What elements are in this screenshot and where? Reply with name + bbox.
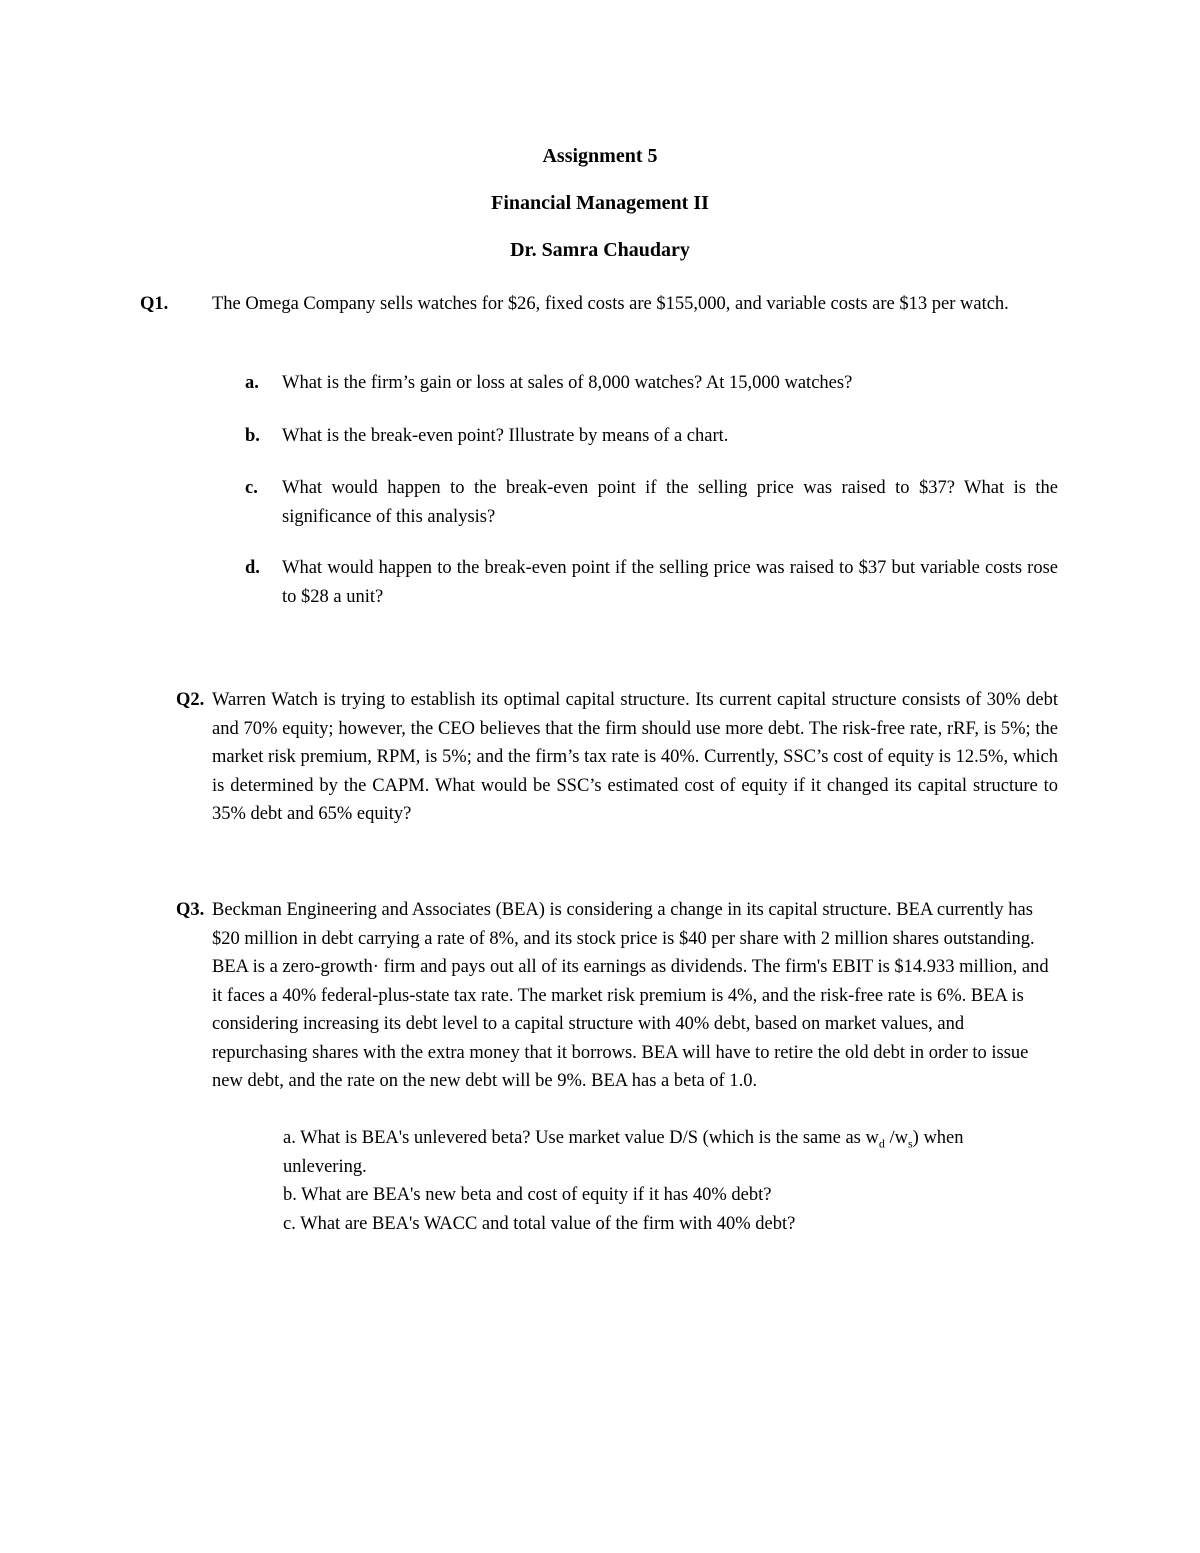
- item-d-text: What would happen to the break-even point if the selling price was raised to $37 but variable costs rose to $28 a unit?: [282, 558, 1058, 607]
- item-a-text: What is the firm’s gain or loss at sales of 8,000 watches? At 15,000 watches?: [282, 373, 853, 393]
- sub-a-text-mid: /w: [884, 1128, 908, 1148]
- question-1-label: Q1.: [140, 294, 169, 314]
- question-2-label: Q2.: [176, 690, 205, 710]
- question-3-sub-a: [283, 1124, 1043, 1181]
- question-1: [140, 290, 1058, 319]
- item-b-letter: b.: [245, 426, 260, 446]
- question-3-sub-c: c. What are BEA's WACC and total value of the firm with 40% debt?: [283, 1214, 796, 1234]
- sub-a-text-start: a. What is BEA's unlevered beta? Use market value D/S (which is the same as w: [283, 1128, 879, 1148]
- item-a-letter: a.: [245, 373, 259, 393]
- item-c-text: What would happen to the break-even point if the selling price was raised to $37? What is the significance of this analysis?: [282, 478, 1058, 527]
- sub-a-text-end: ) when unlevering.: [283, 1128, 964, 1177]
- assignment-title: Assignment 5: [542, 145, 658, 167]
- instructor-name: Dr. Samra Chaudary: [510, 239, 690, 261]
- question-3-sub-b: b. What are BEA's new beta and cost of equity if it has 40% debt?: [283, 1185, 772, 1205]
- question-1-item-d: [245, 554, 1058, 611]
- item-c-letter: c.: [245, 478, 258, 498]
- question-3-label: Q3.: [176, 900, 205, 920]
- question-1-text: [140, 290, 1058, 319]
- question-2: [176, 686, 1058, 829]
- sub-a-subscript-d: d: [878, 1136, 885, 1151]
- question-1-item-c: [245, 474, 1058, 531]
- question-1-item-b: [245, 422, 1058, 451]
- course-title: Financial Management II: [491, 192, 709, 214]
- question-2-body: Warren Watch is trying to establish its optimal capital structure. Its current capital structure consists of 30% debt and 70% equity; however, the CEO believes that the firm should use more debt. The risk-free rate, rRF, is 5%; the market risk premium, RPM, is 5%; and the firm’s tax rate is 40%. Currently, SSC’s cost of equity is 12.5%, which is determined by the CAPM. What would be SSC’s estimated cost of equity if it changed its capital structure to 35% debt and 65% equity?: [212, 690, 1058, 824]
- question-1-body: The Omega Company sells watches for $26, fixed costs are $155,000, and variable costs are $13 per watch.: [212, 294, 1009, 314]
- item-b-text: What is the break-even point? Illustrate by means of a chart.: [282, 426, 729, 446]
- item-d-letter: d.: [245, 558, 260, 578]
- question-1-item-a: [245, 369, 1058, 398]
- sub-a-subscript-s: s: [907, 1136, 913, 1151]
- question-3-body: Beckman Engineering and Associates (BEA) is considering a change in its capital structure. BEA currently has $20 million in debt carrying a rate of 8%, and its stock price is $40 per share with 2 million shares outstanding. BEA is a zero-growth· firm and pays out all of its earnings as dividends. The firm's EBIT is $14.933 million, and it faces a 40% federal-plus-state tax rate. The market risk premium is 4%, and the risk-free rate is 6%. BEA is considering increasing its debt level to a capital structure with 40% debt, based on market values, and repurchasing shares with the extra money that it borrows. BEA will have to retire the old debt in order to issue new debt, and the rate on the new debt will be 9%. BEA has a beta of 1.0.: [212, 900, 1049, 1091]
- question-3: [176, 896, 1058, 1096]
